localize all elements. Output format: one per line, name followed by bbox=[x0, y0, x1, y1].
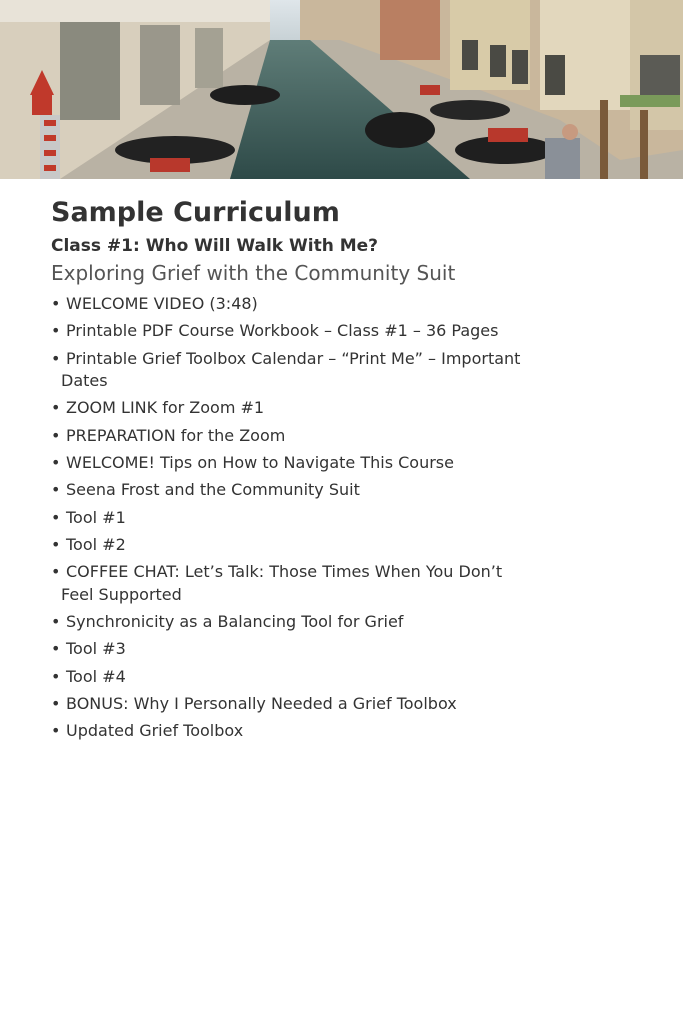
lesson-label: Printable PDF Course Workbook – Class #1 – 36 Pages bbox=[66, 321, 499, 341]
lesson-label: COFFEE CHAT: Let’s Talk: Those Times When You Don’t Feel Supported bbox=[61, 562, 503, 604]
lesson-item[interactable] bbox=[51, 320, 521, 343]
lesson-label: PREPARATION for the Zoom bbox=[66, 425, 286, 445]
lesson-label: Tool #2 bbox=[66, 534, 126, 554]
lesson-label: WELCOME! Tips on How to Navigate This Course bbox=[66, 452, 454, 472]
lesson-item[interactable] bbox=[51, 293, 521, 316]
bullet-icon: • bbox=[51, 480, 61, 500]
bullet-icon: • bbox=[51, 507, 61, 527]
page-title: Sample Curriculum bbox=[51, 197, 340, 228]
bullet-icon: • bbox=[51, 452, 61, 472]
lesson-label: Tool #4 bbox=[66, 666, 126, 686]
lesson-item[interactable] bbox=[51, 479, 521, 502]
lesson-item[interactable] bbox=[51, 638, 521, 661]
lesson-label: Seena Frost and the Community Suit bbox=[66, 480, 360, 500]
lesson-label: Tool #1 bbox=[66, 507, 126, 527]
lesson-item[interactable] bbox=[51, 534, 521, 557]
bullet-icon: • bbox=[51, 425, 61, 445]
class-title: Class #1: Who Will Walk With Me? bbox=[51, 236, 379, 256]
lesson-item[interactable] bbox=[51, 507, 521, 530]
lesson-label: ZOOM LINK for Zoom #1 bbox=[66, 398, 265, 418]
bullet-icon: • bbox=[51, 721, 61, 741]
lesson-item[interactable] bbox=[51, 348, 521, 393]
bullet-icon: • bbox=[51, 693, 61, 713]
lesson-item[interactable] bbox=[51, 720, 521, 743]
lesson-label: Printable Grief Toolbox Calendar – “Print Me” – Important Dates bbox=[61, 348, 521, 391]
lesson-item[interactable] bbox=[51, 425, 521, 448]
curriculum-section bbox=[51, 196, 651, 741]
lesson-label: Tool #3 bbox=[66, 639, 126, 659]
hero-image bbox=[0, 0, 683, 179]
lesson-list bbox=[51, 293, 521, 747]
bullet-icon: • bbox=[51, 321, 61, 341]
bullet-icon: • bbox=[51, 639, 61, 659]
lesson-item[interactable] bbox=[51, 452, 521, 475]
lesson-label: Synchronicity as a Balancing Tool for Grief bbox=[66, 611, 404, 631]
lesson-label: BONUS: Why I Personally Needed a Grief Toolbox bbox=[66, 693, 457, 713]
venice-canal-illustration bbox=[0, 0, 683, 179]
lesson-item[interactable] bbox=[51, 397, 521, 420]
bullet-icon: • bbox=[51, 611, 61, 631]
bullet-icon: • bbox=[51, 398, 61, 418]
bullet-icon: • bbox=[51, 348, 61, 368]
bullet-icon: • bbox=[51, 294, 61, 313]
lesson-item[interactable] bbox=[51, 666, 521, 689]
lesson-label: WELCOME VIDEO (3:48) bbox=[66, 294, 258, 313]
lesson-item[interactable] bbox=[51, 693, 521, 716]
lesson-item[interactable] bbox=[51, 561, 521, 606]
bullet-icon: • bbox=[51, 666, 61, 686]
bullet-icon: • bbox=[51, 562, 61, 582]
class-subtitle: Exploring Grief with the Community Suit bbox=[51, 261, 456, 285]
bullet-icon: • bbox=[51, 534, 61, 554]
lesson-label: Updated Grief Toolbox bbox=[66, 721, 244, 741]
lesson-item[interactable] bbox=[51, 611, 521, 634]
